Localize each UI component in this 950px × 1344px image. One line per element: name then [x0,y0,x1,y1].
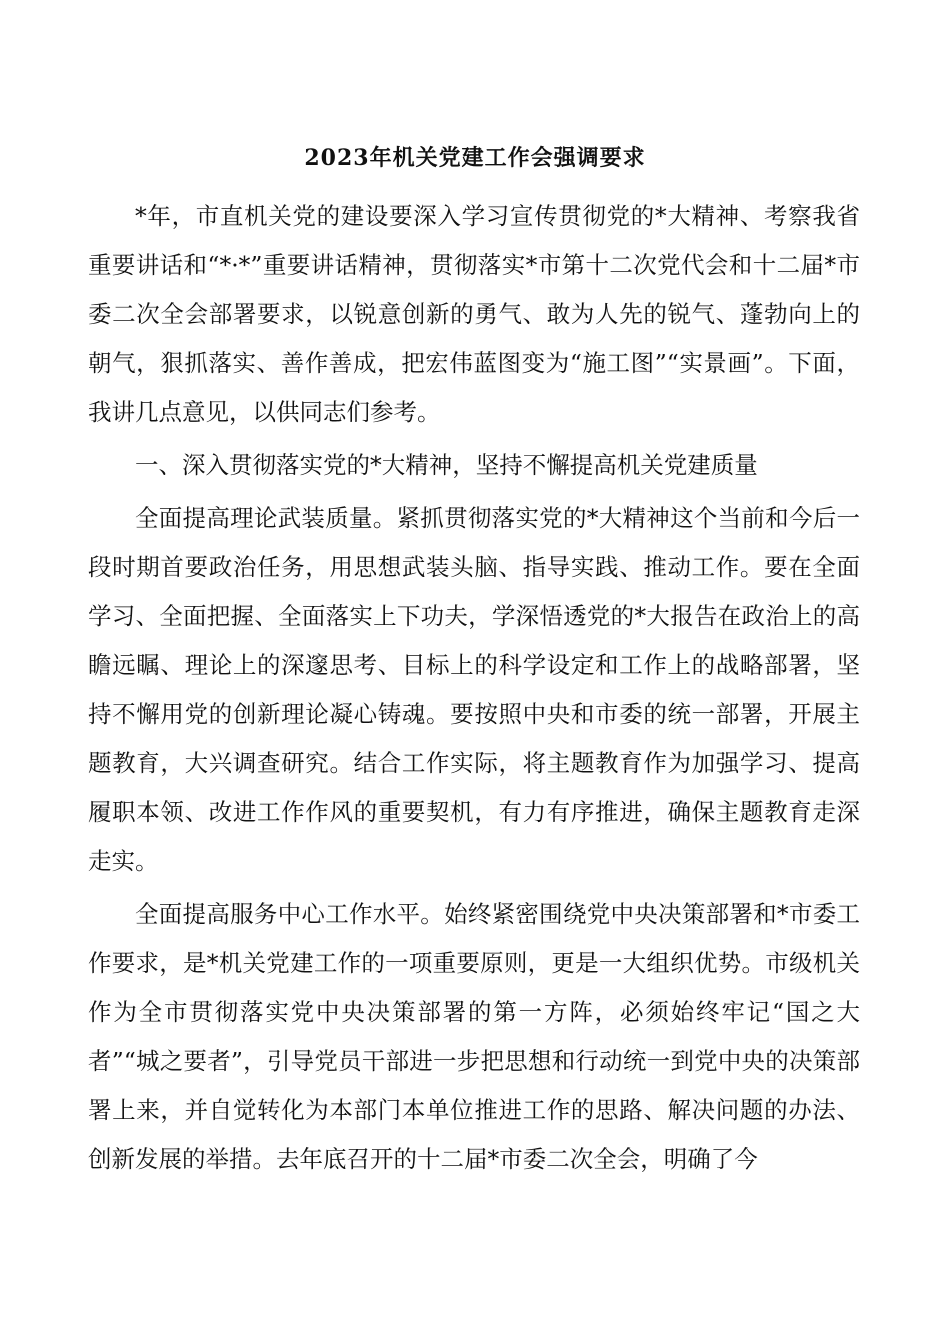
document-body [88,192,860,1184]
paragraph-theory: 全面提高理论武装质量。紧抓贯彻落实党的*大精神这个当前和今后一段时期首要政治任务，用思想武装头脑、指导实践、推动工作。要在全面学习、全面把握、全面落实上下功夫，学深悟透党的*大报告在政治上的高瞻远瞩、理论上的深邃思考、目标上的科学设定和工作上的战略部署，坚持不懈用党的创新理论凝心铸魂。要按照中央和市委的统一部署，开展主题教育，大兴调查研究。结合工作实际，将主题教育作为加强学习、提高履职本领、改进工作作风的重要契机，有力有序推进，确保主题教育走深走实。 [88,504,860,875]
section-heading-1: 一、深入贯彻落实党的*大精神，坚持不懈提高机关党建质量 [135,451,758,479]
paragraph-service: 全面提高服务中心工作水平。始终紧密围绕党中央决策部署和*市委工作要求，是*机关党建工作的一项重要原则，更是一大组织优势。市级机关作为全市贯彻落实党中央决策部署的第一方阵，必须始终牢记“国之大者”“城之要者”，引导党员干部进一步把思想和行动统一到党中央的决策部署上来，并自觉转化为本部门本单位推进工作的思路、解决问题的办法、创新发展的举措。去年底召开的十二届*市委二次全会，明确了今 [88,900,860,1173]
paragraph-intro: *年，市直机关党的建设要深入学习宣传贯彻党的*大精神、考察我省重要讲话和“*·*”重要讲话精神，贯彻落实*市第十二次党代会和十二届*市委二次全会部署要求，以锐意创新的勇气、敢为人先的锐气、蓬勃向上的朝气，狠抓落实、善作善成，把宏伟蓝图变为“施工图”“实景画”。下面，我讲几点意见，以供同志们参考。 [88,202,860,426]
document-title: 2023年机关党建工作会强调要求 [304,145,646,171]
